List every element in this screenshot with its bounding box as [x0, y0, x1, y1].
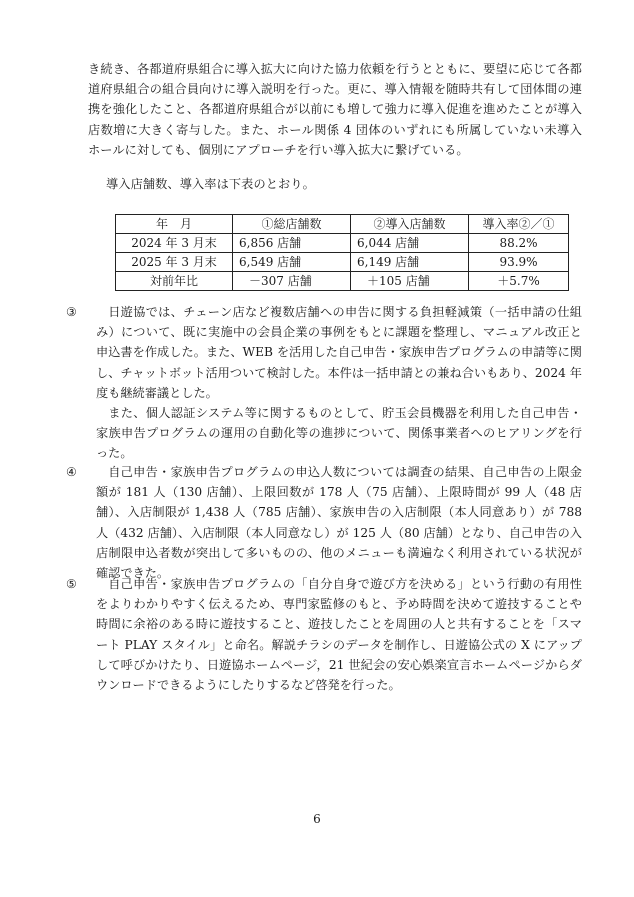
cell-year-month: 2024 年 3 月末 — [116, 234, 233, 253]
table-row — [116, 253, 569, 272]
cell-total-stores: 6,549 店舗 — [233, 253, 351, 272]
cell-total-stores: 6,856 店舗 — [233, 234, 351, 253]
list-item-3 — [66, 302, 582, 464]
cell-year-month: 対前年比 — [116, 272, 233, 291]
table-lead-text: 導入店舗数、導入率は下表のとおり。 — [106, 177, 315, 191]
adoption-table — [115, 214, 569, 291]
cell-year-month: 2025 年 3 月末 — [116, 253, 233, 272]
cell-adopted-stores: ＋105 店舗 — [351, 272, 469, 291]
cell-total-stores: －307 店舗 — [233, 272, 351, 291]
table-row — [116, 234, 569, 253]
list-item-4 — [66, 462, 582, 583]
item-marker: ⑤ — [66, 577, 77, 591]
item-paragraph: また、個人認証システム等に関するものとして、貯玉会員機器を利用した自己申告・家族申告プログラムの運用の自動化等の進捗について、関係事業者へのヒアリングを行った。 — [96, 406, 582, 461]
intro-paragraph: き続き、各都道府県組合に導入拡大に向けた協力依頼を行うとともに、要望に応じて各都道府県組合の組合員向けに導入説明を行った。更に、導入情報を随時共有して団体間の連携を強化したこと、各都道府県組合が以前にも増して強力に導入促進を進めたことが導入店数増に大きく寄与した。また、ホール関係 4 団体のいずれにも所属していない未導入ホールに対しても、個別にアプローチを行い導入拡大に繋げている。 — [88, 62, 582, 157]
cell-adoption-rate: 88.2% — [469, 234, 569, 253]
item-paragraph: 日遊協では、チェーン店など複数店舗への申告に関する負担軽減策（一括申請の仕組み）について、既に実施中の会員企業の事例をもとに課題を整理し、マニュアル改正と申込書を作成した。また、WEB を活用した自己申告・家族申告プログラムの申請等に関し、チャットボット活用ついて検討した。本件は一括申請との兼ね合いもあり、2024 年度も継続審議とした。 — [96, 305, 582, 400]
page-number: 6 — [313, 812, 321, 826]
item-paragraph: 自己申告・家族申告プログラムの「自分自身で遊び方を決める」という行動の有用性をよりわかりやすく伝えるため、専門家監修のもと、予め時間を決めて遊技することや時間に余裕のある時に遊技すること、遊技したことを周囲の人と共有することを「スマート PLAY スタイル」と命名。解説チラシのデータを制作し、日遊協公式の X にアップして呼びかけたり、日遊協ホームページ，21 世紀会の安心娯楽宣言ホームページからダウンロードできるようにしたりするなど啓発を行った。 — [96, 577, 582, 693]
item-marker: ③ — [66, 305, 77, 319]
header-year-month: 年 月 — [116, 215, 233, 234]
cell-adopted-stores: 6,149 店舗 — [351, 253, 469, 272]
header-total-stores: ①総店舗数 — [233, 215, 351, 234]
table-header-row — [116, 215, 569, 234]
list-item-5 — [66, 574, 582, 695]
header-adoption-rate: 導入率②／① — [469, 215, 569, 234]
item-paragraph: 自己申告・家族申告プログラムの申込人数については調査の結果、自己申告の上限金額が 181 人（130 店舗）、上限回数が 178 人（75 店舗）、上限時間が 99 人（48 店舗）、入店制限が 1,438 人（785 店舗）、家族申告の入店制限（本人同意あり）が 788 人（432 店舗）、入店制限（本人同意なし）が 125 人（80 店舗）となり、自己申告の入店制限申込者数が突出して多いものの、他のメニューも満遍なく利用されている状況が確認できた。 — [96, 465, 582, 581]
cell-adopted-stores: 6,044 店舗 — [351, 234, 469, 253]
item-marker: ④ — [66, 465, 77, 479]
header-adopted-stores: ②導入店舗数 — [351, 215, 469, 234]
cell-adoption-rate: 93.9% — [469, 253, 569, 272]
table-row — [116, 272, 569, 291]
cell-adoption-rate: ＋5.7% — [469, 272, 569, 291]
